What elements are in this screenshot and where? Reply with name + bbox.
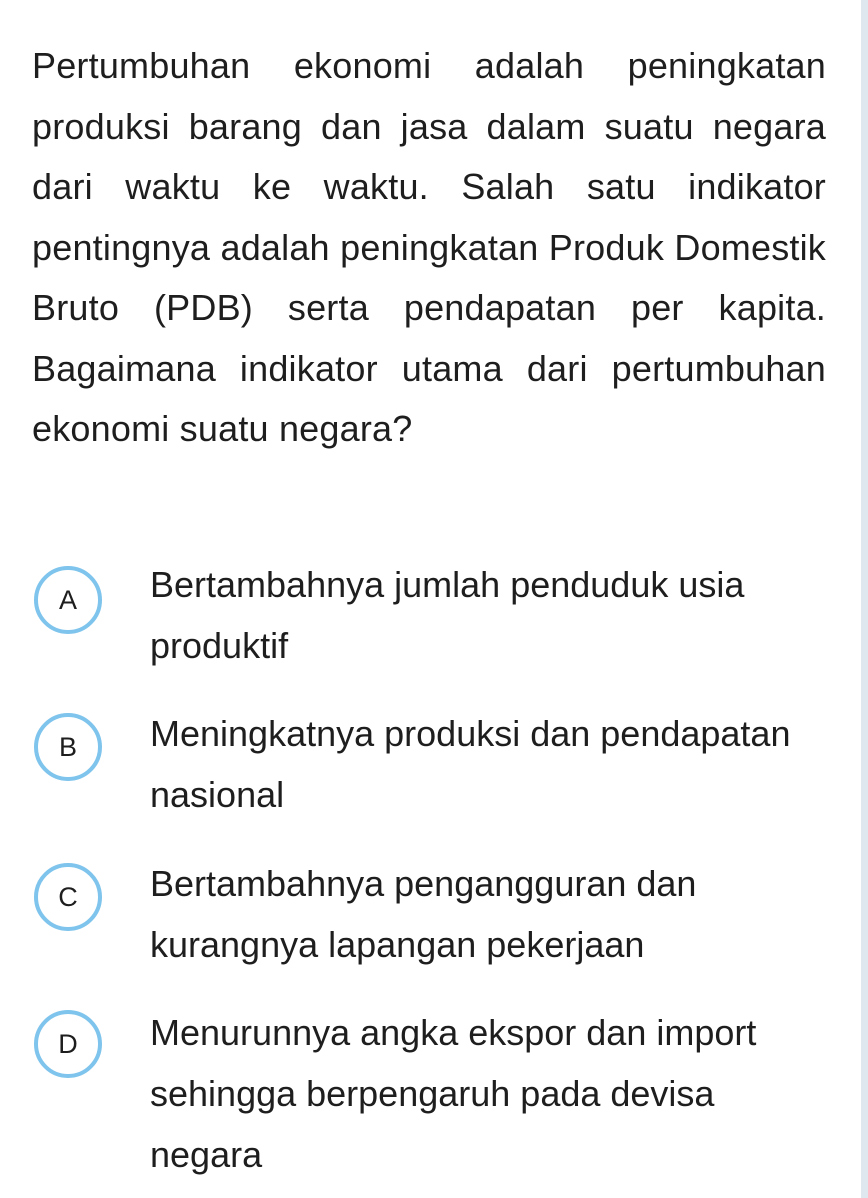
option-a-letter[interactable]: A bbox=[34, 566, 102, 634]
option-d-text: Menurunnya angka ekspor dan import sehingga berpengaruh pada devisa negara bbox=[150, 1012, 757, 1175]
scrollbar-track[interactable] bbox=[861, 0, 868, 1198]
question-text: Pertumbuhan ekonomi adalah peningkatan produksi barang dan jasa dalam suatu negara dari waktu ke waktu. Salah satu indikator pentingnya adalah peningkatan Produk Domestik Bruto (PDB) serta pendapatan per kapita. Bagaimana indikator utama dari pertumbuhan ekonomi suatu negara? bbox=[32, 45, 826, 449]
option-d-letter[interactable]: D bbox=[34, 1010, 102, 1078]
option-c-text: Bertambahnya pengangguran dan kurangnya lapangan pekerjaan bbox=[150, 863, 697, 965]
option-b-letter[interactable]: B bbox=[34, 713, 102, 781]
option-b-text: Meningkatnya produksi dan pendapatan nasional bbox=[150, 713, 791, 815]
option-a-text: Bertambahnya jumlah penduduk usia produktif bbox=[150, 564, 745, 666]
option-c-letter[interactable]: C bbox=[34, 863, 102, 931]
